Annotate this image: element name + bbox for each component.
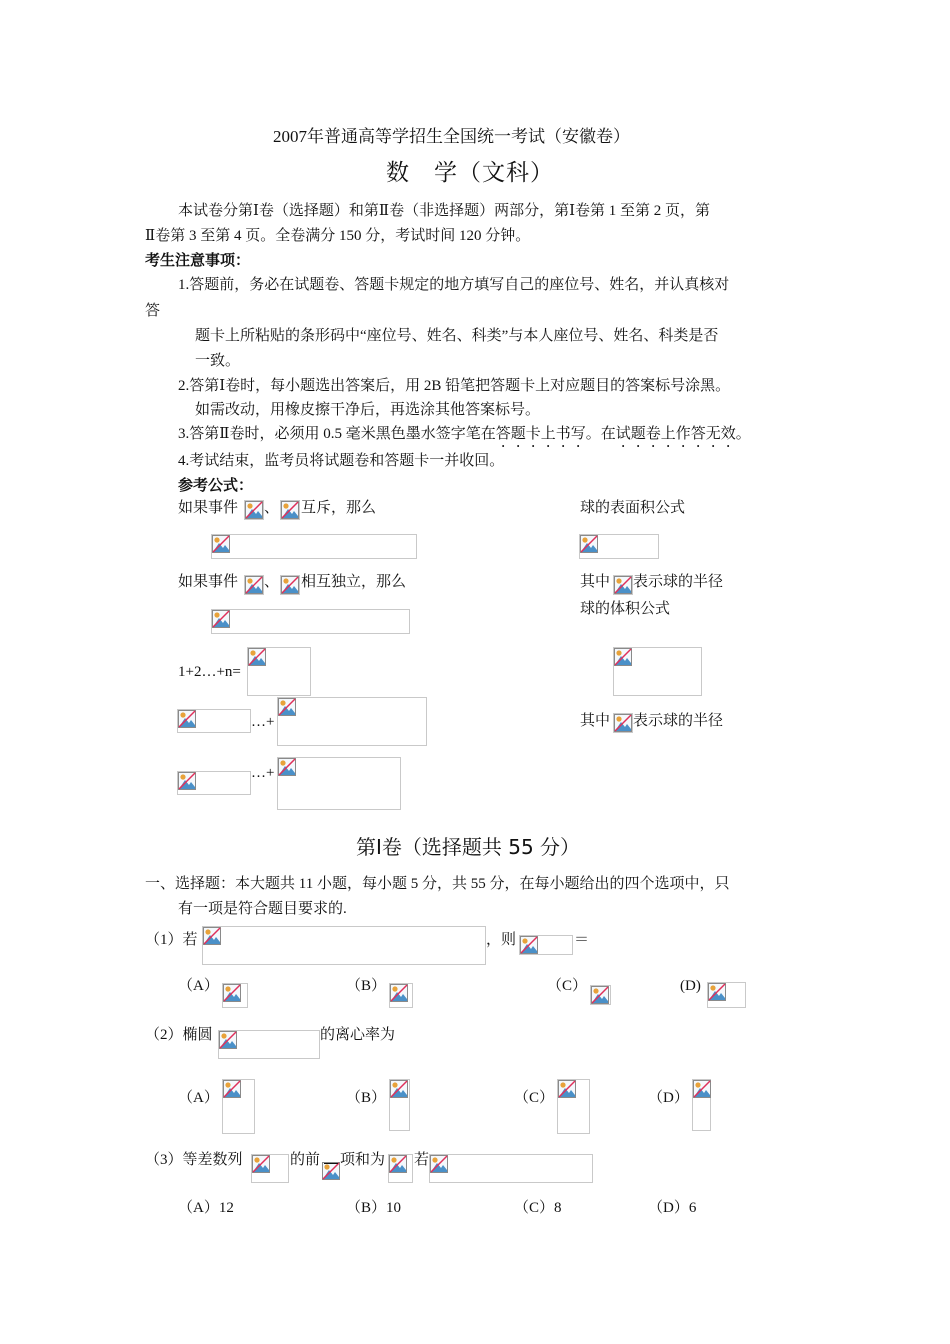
sphere-area-formula-image — [579, 534, 659, 559]
section-title: 第Ⅰ卷（选择题共 55 分） — [356, 835, 581, 859]
q1-prefix: （1）若 — [145, 932, 198, 948]
broken-image-icon — [281, 501, 299, 519]
broken-image-icon — [245, 501, 263, 519]
broken-image-icon — [223, 984, 241, 1002]
q1-equals: ＝ — [574, 932, 590, 948]
q3-option-a: （A）12 — [178, 1200, 234, 1216]
broken-image-icon — [430, 1155, 448, 1173]
squares-dots: …+ — [251, 714, 275, 730]
q3-option-d: （D）6 — [648, 1200, 697, 1216]
broken-image-icon — [203, 927, 221, 945]
q3-blank-line — [324, 1150, 338, 1170]
broken-image-icon — [614, 714, 632, 732]
q1-option-a-image — [222, 983, 248, 1008]
cubes-sum-rhs-image — [277, 757, 401, 810]
q2-option-b-label: （B） — [346, 1090, 387, 1106]
intro-line-2: Ⅱ卷第 3 至第 4 页。全卷满分 150 分，考试时间 120 分钟。 — [145, 228, 531, 244]
squares-sum-rhs-image — [277, 697, 427, 746]
q2-option-a-label: （A） — [178, 1090, 219, 1106]
broken-image-icon — [614, 648, 632, 666]
event-b-image — [280, 500, 300, 520]
notice-3-pre: 3.答第Ⅱ卷时，必须用 0.5 毫米黑色墨水签字笔在 — [178, 426, 496, 442]
q2-prefix: （2）椭圆 — [145, 1027, 213, 1043]
broken-image-icon — [212, 535, 230, 553]
mutex-formula-image — [211, 534, 417, 559]
sphere-area-label: 球的表面积公式 — [580, 500, 686, 516]
q2-ellipse-image — [218, 1030, 320, 1059]
indep-suffix: 相互独立，那么 — [301, 574, 407, 590]
sum-formula-image — [247, 647, 311, 696]
notice-1d: 一致。 — [195, 353, 241, 369]
q3-sn-image — [388, 1154, 413, 1183]
q1-option-d-image — [707, 982, 746, 1008]
broken-image-icon — [389, 1155, 407, 1173]
intro-line-1: 本试卷分第Ⅰ卷（选择题）和第Ⅱ卷（非选择题）两部分，第Ⅰ卷第 1 至第 2 页，第 — [178, 203, 711, 219]
broken-image-icon — [248, 648, 266, 666]
broken-image-icon — [278, 758, 296, 776]
broken-image-icon — [212, 610, 230, 628]
broken-image-icon — [178, 710, 196, 728]
q2-option-d-image — [692, 1079, 711, 1131]
mutex-sep: 、 — [264, 500, 280, 516]
notice-1b: 答 — [145, 303, 161, 319]
notice-4: 4.考试结束，监考员将试题卷和答题卡一并收回。 — [178, 453, 505, 469]
indep-sep: 、 — [264, 574, 280, 590]
q3-mid-1: 的前 — [290, 1152, 321, 1168]
event-b-image — [280, 575, 300, 595]
event-a-image — [244, 575, 264, 595]
broken-image-icon — [278, 698, 296, 716]
sum-label: 1+2…+n= — [178, 664, 241, 680]
indep-formula-image — [211, 609, 410, 634]
sphere-volume-label: 球的体积公式 — [580, 601, 671, 617]
section-instr-1: 一、选择题：本大题共 11 小题，每小题 5 分，共 55 分，在每小题给出的四个选项中，只 — [145, 876, 730, 892]
broken-image-icon — [245, 576, 263, 594]
broken-image-icon — [520, 936, 538, 954]
squares-sum-lhs-image — [177, 709, 251, 733]
notice-3-emph-2: 试题卷上作答无效 — [615, 426, 736, 442]
q1-option-a-label: （A） — [178, 978, 219, 994]
q2-option-b-image — [389, 1079, 410, 1131]
q1-middle: ，则 — [486, 932, 517, 948]
q3-prefix: （3）等差数列 — [145, 1152, 243, 1168]
q3-mid-2: 项和为 — [340, 1152, 386, 1168]
q2-option-c-label: （C） — [514, 1090, 555, 1106]
q1-option-b-label: （B） — [346, 978, 387, 994]
q1-option-c-label: （C） — [547, 978, 588, 994]
broken-image-icon — [708, 983, 726, 1001]
notice-1a: 1.答题前，务必在试题卷、答题卡规定的地方填写自己的座位号、姓名，并认真核对 — [178, 277, 730, 293]
radius-note-1-post: 表示球的半径 — [633, 574, 724, 590]
cubes-dots: …+ — [251, 765, 275, 781]
q3-option-c: （C）8 — [514, 1200, 562, 1216]
broken-image-icon — [558, 1080, 576, 1098]
section-instr-2: 有一项是符合题目要求的. — [178, 901, 347, 917]
radius-note-2-pre: 其中 — [580, 713, 611, 729]
broken-image-icon — [281, 576, 299, 594]
q1-expr-image — [519, 935, 573, 955]
q1-option-b-image — [389, 983, 413, 1008]
broken-image-icon — [178, 772, 196, 790]
mutex-prefix: 如果事件 — [178, 500, 239, 516]
notice-3-emph-1: 答题卡上书写 — [495, 426, 586, 442]
q2-option-c-image — [557, 1079, 590, 1134]
notice-1c: 题卡上所粘贴的条形码中“座位号、姓名、科类”与本人座位号、姓名、科类是否 — [195, 328, 719, 344]
cubes-sum-lhs-image — [177, 771, 251, 795]
notice-2b: 如需改动，用橡皮擦干净后，再选涂其他答案标号。 — [195, 402, 541, 418]
q3-condition-image — [429, 1154, 593, 1183]
q2-option-a-image — [222, 1079, 255, 1134]
broken-image-icon — [614, 576, 632, 594]
broken-image-icon — [223, 1080, 241, 1098]
radius-note-1-pre: 其中 — [580, 574, 611, 590]
indep-prefix: 如果事件 — [178, 574, 239, 590]
notice-heading: 考生注意事项： — [145, 253, 251, 269]
broken-image-icon — [580, 535, 598, 553]
broken-image-icon — [390, 1080, 408, 1098]
q3-option-b: （B）10 — [346, 1200, 402, 1216]
broken-image-icon — [693, 1080, 711, 1098]
q1-option-c-image — [590, 985, 611, 1005]
subject-title: 数 学（文科） — [386, 160, 554, 185]
broken-image-icon — [591, 986, 609, 1004]
sphere-volume-formula-image — [613, 647, 702, 696]
notice-3-mid: 。在 — [585, 426, 616, 442]
broken-image-icon — [219, 1031, 237, 1049]
q3-blank — [324, 1151, 338, 1164]
q2-suffix: 的离心率为 — [320, 1027, 396, 1043]
broken-image-icon — [390, 984, 408, 1002]
radius-symbol-image — [613, 575, 633, 595]
radius-note-2-post: 表示球的半径 — [633, 713, 724, 729]
notice-3 — [178, 424, 751, 451]
mutex-suffix: 互斥，那么 — [301, 500, 377, 516]
notice-2a: 2.答第Ⅰ卷时，每小题选出答案后，用 2B 铅笔把答题卡上对应题目的答案标号涂黑。 — [178, 378, 731, 394]
q1-sets-image — [202, 926, 486, 965]
q3-mid-3: 若 — [414, 1152, 430, 1168]
q3-sequence-image — [251, 1154, 289, 1183]
exam-title: 2007年普通高等学招生全国统一考试（安徽卷） — [273, 127, 630, 146]
q1-option-d-label: (D) — [680, 978, 701, 994]
radius-symbol-image — [613, 713, 633, 733]
event-a-image — [244, 500, 264, 520]
broken-image-icon — [252, 1155, 270, 1173]
q2-option-d-label: （D） — [648, 1090, 689, 1106]
notice-3-end: 。 — [735, 426, 751, 442]
formulas-heading: 参考公式： — [178, 478, 254, 494]
